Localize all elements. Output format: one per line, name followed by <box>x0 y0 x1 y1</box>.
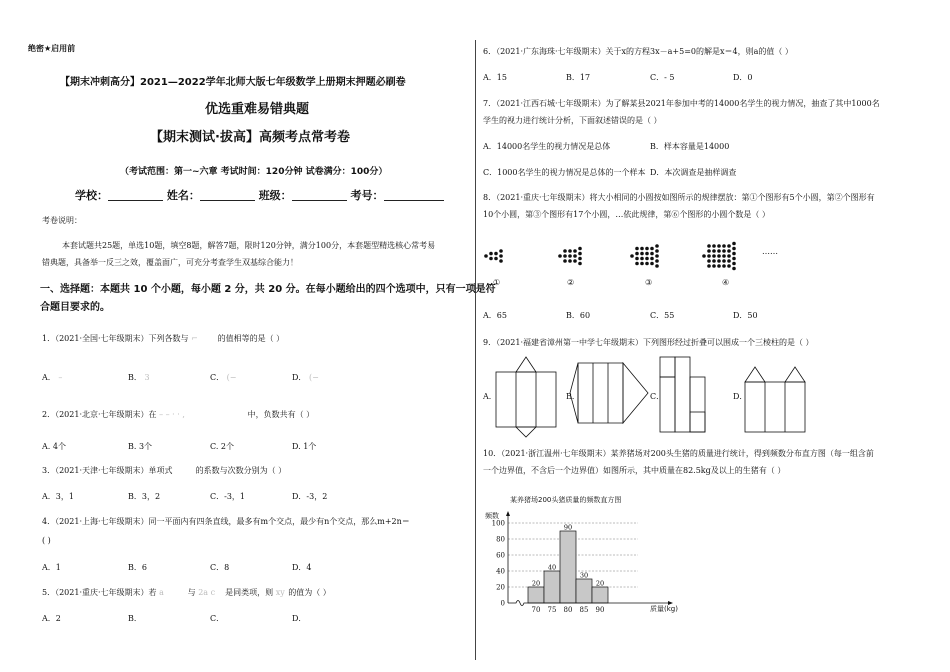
pattern-circle <box>578 262 582 266</box>
pattern-circle <box>717 264 721 268</box>
pattern-circle <box>578 252 582 256</box>
pattern-circle <box>655 249 659 253</box>
q8-option-d[interactable]: D．50 <box>733 311 758 320</box>
y-tick-label: 100 <box>491 519 505 528</box>
question-7-line-1: 7．（2021·江西石城·七年级期末）为了解某县2021年参加中考的14000名学生的视力情况，抽查了其中1000名 <box>483 99 880 108</box>
secret-mark: 绝密★启用前 <box>28 44 76 53</box>
pattern-circle <box>494 257 498 261</box>
net-figure-b <box>578 358 658 433</box>
pattern-circle <box>717 259 721 263</box>
pattern-circle <box>499 259 503 263</box>
pattern-circle <box>702 254 706 258</box>
pattern-circle <box>650 262 654 266</box>
y-axis-arrow <box>506 511 510 516</box>
pattern-circle <box>732 262 736 266</box>
q4-option-a[interactable]: A．1 <box>42 563 61 572</box>
q9-option-b[interactable]: B． <box>566 392 580 401</box>
q7-option-a[interactable]: A．14000名学生的视力情况是总体 <box>483 142 611 151</box>
pattern-circle <box>573 259 577 263</box>
q2-option-a[interactable]: A. 4个 <box>42 442 66 451</box>
q3-option-d[interactable]: D．-3，2 <box>292 492 328 501</box>
pattern-circle <box>563 259 567 263</box>
pattern-circle <box>484 254 488 258</box>
pattern-circle <box>712 254 716 258</box>
pattern-figure-2 <box>558 247 582 266</box>
pattern-circle <box>578 247 582 251</box>
net-figure-d <box>745 357 815 437</box>
pattern-circle <box>489 257 493 261</box>
number-label: 考号： <box>350 189 384 202</box>
pattern-circle <box>707 254 711 258</box>
section-1-line-2: 合题目要求的。 <box>40 302 110 313</box>
y-tick-label: 60 <box>496 551 505 560</box>
pattern-circle <box>650 247 654 251</box>
pattern-circle <box>568 259 572 263</box>
q6-option-c[interactable]: C．- 5 <box>650 73 675 82</box>
notes-line-1: 本套试题共25题，单选10题，填空8题，解答7题，限时120分钟，满分100分，本套题型精选核心常考易 <box>62 241 436 250</box>
q2-option-c[interactable]: C. 2个 <box>210 442 235 451</box>
question-5: 5．（2021·重庆·七年级期末）若 a 与 2a c 是同类项，则 xy 的值为（ ） <box>42 588 331 597</box>
bar-value-label: 40 <box>547 563 557 572</box>
formula-placeholder: ⌐ <box>191 334 198 343</box>
pattern-circle <box>707 244 711 248</box>
bar-value-label: 20 <box>595 579 605 588</box>
question-3: 3．（2021·天津·七年级期末）单项式 的系数与次数分别为（ ） <box>42 466 287 475</box>
bar-value-label: 30 <box>579 571 589 580</box>
pattern-circle <box>489 252 493 256</box>
histogram-bar <box>592 587 608 603</box>
q4-option-d[interactable]: D．4 <box>292 563 312 572</box>
pattern-figure-4 <box>702 242 736 271</box>
pattern-circle <box>727 249 731 253</box>
pattern-circle <box>655 259 659 263</box>
pattern-circle <box>707 249 711 253</box>
pattern-circle <box>635 262 639 266</box>
pattern-circle <box>568 254 572 258</box>
histogram-bar <box>544 571 560 603</box>
q6-option-a[interactable]: A．15 <box>483 73 507 82</box>
pattern-circle <box>727 244 731 248</box>
x-tick-label: 70 <box>531 606 541 614</box>
q9-option-a[interactable]: A． <box>483 392 497 401</box>
school-blank[interactable] <box>108 190 163 201</box>
q1-option-d[interactable]: D． (− <box>292 373 319 382</box>
q1-option-a[interactable]: A． – <box>42 373 63 382</box>
x-axis-label: 质量(kg) <box>650 605 678 613</box>
pattern-circle <box>655 254 659 258</box>
pattern-circle <box>732 242 736 246</box>
pattern-circle <box>645 262 649 266</box>
exam-scope: （考试范围：第一~六章 考试时间：120分钟 试卷满分：100分） <box>120 167 388 177</box>
bar-value-label: 90 <box>563 523 573 532</box>
question-4: 4．（2021·上海·七年级期末）同一平面内有四条直线，最多有m个交点，最少有n个交点，那么m+2n＝ <box>42 517 410 526</box>
pattern-circle <box>732 252 736 256</box>
bar-value-label: 20 <box>531 579 541 588</box>
pattern-circle <box>722 259 726 263</box>
net-figure-c <box>660 357 720 437</box>
y-tick-label: 0 <box>500 599 505 608</box>
histogram-bar <box>576 579 592 603</box>
notes-label: 考卷说明： <box>42 216 82 225</box>
pattern-circle <box>573 249 577 253</box>
pattern-circle <box>635 252 639 256</box>
pattern-circle <box>717 244 721 248</box>
q1-option-c[interactable]: C． (− <box>210 373 237 382</box>
pattern-circle <box>650 252 654 256</box>
question-2: 2．（2021·北京·七年级期末）在 – – · · , 中，负数共有（ ） <box>42 410 315 419</box>
class-label: 班级： <box>258 189 292 202</box>
pattern-circle <box>573 254 577 258</box>
pattern-circle <box>563 249 567 253</box>
x-tick-label: 80 <box>563 606 573 614</box>
frequency-histogram <box>480 490 700 620</box>
q8-option-a[interactable]: A．65 <box>483 311 507 320</box>
pattern-circle <box>578 257 582 261</box>
histogram-bar <box>560 531 576 603</box>
exam-subtitle: 优选重难易错典题 <box>205 102 310 117</box>
x-tick-label: 90 <box>595 606 605 614</box>
pattern-circle <box>732 257 736 261</box>
q1-option-b[interactable]: B． 3 <box>128 373 150 382</box>
pattern-circle <box>650 257 654 261</box>
pattern-label-4: ④ <box>722 278 730 287</box>
histogram-bar <box>528 587 544 603</box>
notes-line-2: 错典题，具备举一反三之效，覆盖面广，可充分考查学生双基综合能力！ <box>42 258 298 267</box>
pattern-circle <box>640 262 644 266</box>
pattern-circle <box>635 247 639 251</box>
q3-option-b[interactable]: B．3，2 <box>128 492 161 501</box>
pattern-circle <box>499 254 503 258</box>
pattern-figure-1 <box>484 249 503 263</box>
pattern-circle <box>645 247 649 251</box>
column-divider <box>475 40 476 660</box>
pattern-circle <box>640 252 644 256</box>
q9-option-d[interactable]: D． <box>733 392 748 401</box>
net-figure-a <box>496 357 556 437</box>
q3-option-c[interactable]: C．-3，1 <box>210 492 246 501</box>
pattern-circle <box>722 264 726 268</box>
question-10-line-2: 一个边界值，不含后一个边界值）如图所示，其中质量在82.5kg及以上的生猪有（ ） <box>483 466 786 475</box>
pattern-circle <box>727 264 731 268</box>
y-axis-label: 频数 <box>485 512 499 520</box>
question-6: 6．（2021·广东海珠·七年级期末）关于x的方程3x－a+5=0的解是x＝4，则a的值（ ） <box>483 47 793 56</box>
pattern-circle <box>712 259 716 263</box>
y-tick-label: 40 <box>496 567 505 576</box>
pattern-circle <box>727 254 731 258</box>
x-tick-label: 85 <box>579 606 589 614</box>
q2-option-b[interactable]: B. 3个 <box>128 442 153 451</box>
pattern-circle <box>732 267 736 271</box>
q8-option-b[interactable]: B．60 <box>566 311 591 320</box>
pattern-circle <box>645 252 649 256</box>
q4-option-c[interactable]: C．8 <box>210 563 230 572</box>
q5-option-d[interactable]: D． <box>292 614 307 623</box>
q8-option-c[interactable]: C．55 <box>650 311 675 320</box>
q9-option-c[interactable]: C． <box>650 392 665 401</box>
q2-option-d[interactable]: D. 1个 <box>292 442 317 451</box>
pattern-circle <box>563 254 567 258</box>
exam-title: 【期末冲刺高分】2021—2022学年北师大版七年级数学上册期末押题必刷卷 <box>60 77 406 88</box>
pattern-ellipsis: …… <box>762 247 778 256</box>
pattern-label-2: ② <box>567 278 575 287</box>
pattern-circle <box>655 264 659 268</box>
pattern-circle <box>655 244 659 248</box>
pattern-circle <box>494 252 498 256</box>
q6-option-d[interactable]: D．0 <box>733 73 753 82</box>
pattern-circle <box>717 249 721 253</box>
pattern-circle <box>727 259 731 263</box>
q5-option-c[interactable]: C． <box>210 614 225 623</box>
circle-pattern-figure <box>480 236 800 296</box>
pattern-circle <box>640 247 644 251</box>
pattern-circle <box>568 249 572 253</box>
name-label: 姓名： <box>166 189 200 202</box>
question-10-line-1: 10．（2021·浙江温州·七年级期末）某养猪场对200头生猪的质量进行统计，得到频数分布直方图（每一组含前 <box>483 449 874 458</box>
student-info-row <box>75 190 444 201</box>
q7-option-c[interactable]: C．1000名学生的视力情况是总体的一个样本 <box>483 168 646 177</box>
pattern-circle <box>499 249 503 253</box>
question-4-paren: ( ) <box>42 536 51 545</box>
pattern-label-3: ③ <box>645 278 653 287</box>
pattern-circle <box>722 254 726 258</box>
pattern-label-1: ① <box>493 278 501 287</box>
pattern-circle <box>712 264 716 268</box>
exam-heading: 【期末测试·拔高】高频考点常考卷 <box>150 130 350 145</box>
number-blank[interactable] <box>384 190 444 201</box>
question-7-line-2: 学生的视力进行统计分析，下面叙述错误的是（ ） <box>483 116 662 125</box>
pattern-circle <box>722 244 726 248</box>
pattern-circle <box>712 244 716 248</box>
pattern-circle <box>640 257 644 261</box>
pattern-circle <box>635 257 639 261</box>
q5-option-b[interactable]: B． <box>128 614 142 623</box>
chart-title: 某养猪场200头猪质量的频数直方图 <box>510 496 622 504</box>
pattern-circle <box>630 254 634 258</box>
q5-option-a[interactable]: A．2 <box>42 614 61 623</box>
pattern-circle <box>717 254 721 258</box>
question-1: 1．（2021·全国·七年级期末）下列各数与 ⌐ 的值相等的是（ ） <box>42 334 285 343</box>
pattern-circle <box>707 264 711 268</box>
name-blank[interactable] <box>200 190 255 201</box>
pattern-circle <box>558 254 562 258</box>
class-blank[interactable] <box>292 190 347 201</box>
y-tick-label: 20 <box>496 583 505 592</box>
pattern-circle <box>707 259 711 263</box>
pattern-figure-3 <box>630 244 659 268</box>
q3-option-a[interactable]: A．3，1 <box>42 492 74 501</box>
q7-option-d[interactable]: D．本次调查是抽样调查 <box>650 168 737 177</box>
y-tick-label: 80 <box>496 535 505 544</box>
pattern-circle <box>732 247 736 251</box>
question-8-line-1: 8．（2021·重庆·七年级期末）将大小相同的小圆按如图所示的规律摆放：第①个图形有5个小圆，第②个图形有 <box>483 193 875 202</box>
formula-placeholder: a <box>159 588 164 597</box>
q4-option-b[interactable]: B．6 <box>128 563 147 572</box>
pattern-circle <box>645 257 649 261</box>
x-tick-label: 75 <box>547 606 557 614</box>
q7-option-b[interactable]: B．样本容量是14000 <box>650 142 730 151</box>
question-9: 9．（2021·福建省漳州第一中学七年级期末）下列图形经过折叠可以围成一个三棱柱的是（ ） <box>483 338 814 347</box>
pattern-circle <box>722 249 726 253</box>
q6-option-b[interactable]: B．17 <box>566 73 591 82</box>
school-label: 学校： <box>75 189 108 202</box>
question-8-line-2: 10个小圆，第③个图形有17个小圆，…依此规律，第⑥个图形的小圆个数是（ ） <box>483 210 770 219</box>
section-1-line-1: 一、选择题：本题共 10 个小题，每小题 2 分，共 20 分。在每小题给出的四个选项中，只有一项是符 <box>40 284 496 295</box>
formula-placeholder: – – · · , <box>159 410 185 419</box>
pattern-circle <box>712 249 716 253</box>
